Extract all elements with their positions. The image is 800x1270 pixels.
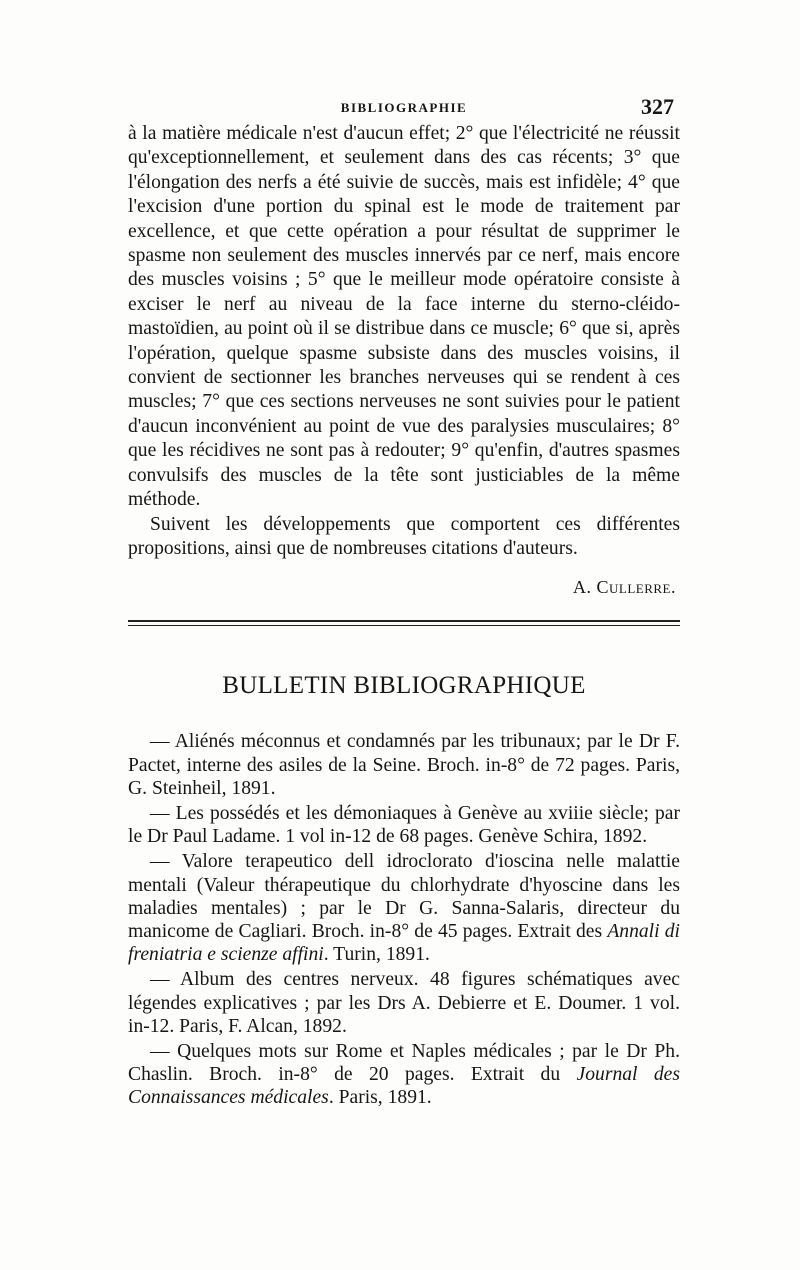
bib-entry: — Les possédés et les démoniaques à Genève au xviiie siècle; par le Dr Paul Ladame. 1 vol in-12 de 68 pages. Genève Schira, 1892. xyxy=(128,802,680,848)
bibliography-list xyxy=(128,730,680,1109)
bib-entry: — Aliénés méconnus et condamnés par les tribunaux; par le Dr F. Pactet, interne des asiles de la Seine. Broch. in-8° de 72 pages. Paris, G. Steinheil, 1891. xyxy=(128,731,680,799)
bib-entry-text: — Valore terapeutico dell idroclorato d'ioscina nelle malattie mentali (Valeur thérapeutique du chlorhydrate d'hyoscine dans les maladies mentales) ; par le Dr G. Sanna-Salaris, directeur du manicome de Cagliari. Broch. in-8° de 45 pages. Extrait des xyxy=(128,851,680,942)
section-divider xyxy=(128,620,680,626)
book-page xyxy=(128,92,680,1112)
review-signature: A. Cullerre. xyxy=(573,577,676,598)
review-paragraph-2: Suivent les développements que comportent ces différentes propositions, ainsi que de nombreuses citations d'auteurs. xyxy=(128,513,680,559)
bib-entry-journal-title: Journal des Connaissances médicales xyxy=(128,1064,680,1109)
bib-entry xyxy=(128,1040,680,1110)
bib-entry-text: . Paris, 1891. xyxy=(328,1087,432,1109)
bib-entry-journal-title: Annali di freniatria e scienze affini xyxy=(128,920,680,966)
bib-entry: — Album des centres nerveux. 48 figures schématiques avec légendes explicatives ; par les Drs A. Debierre et E. Doumer. 1 vol. in-12. Paris, F. Alcan, 1892. xyxy=(128,969,680,1037)
bib-entry xyxy=(128,850,680,966)
section-title: BULLETIN BIBLIOGRAPHIQUE xyxy=(222,672,586,700)
page-number: 327 xyxy=(641,94,674,119)
bib-entry-text: — Quelques mots sur Rome et Naples médicales ; par le Dr Ph. Chaslin. Broch. in-8° de 20 pages. Extrait du xyxy=(128,1040,680,1086)
bib-entry-text: . Turin, 1891. xyxy=(323,944,430,966)
running-head xyxy=(128,92,680,122)
review-paragraph-1: à la matière médicale n'est d'aucun effet; 2° que l'électricité ne réussit qu'exceptionnellement, et seulement dans des cas récents; 3° que l'élongation des nerfs a été suivie de succès, mais est infidèle; 4° que l'excision d'une portion du spinal est le mode de traitement par excellence, et que cette opération a pour résultat de supprimer le spasme non seulement des muscles innervés par ce nerf, mais encore des muscles voisins ; 5° que le meilleur mode opératoire consiste à exciser le nerf au niveau de la face interne du sterno-cléido-mastoïdien, au point où il se distribue dans ce muscle; 6° que si, après l'opération, quelque spasme subsiste dans des muscles voisins, il convient de sectionner les branches nerveuses qui se rendent à ces muscles; 7° que ces sections nerveuses ne sont suivies pour le patient d'aucun inconvénient au point de vue des paralysies musculaires; 8° que les récidives ne sont pas à redouter; 9° qu'enfin, d'autres spasmes convulsifs des muscles de la tête sont justiciables de la même méthode. xyxy=(128,123,680,511)
running-title: BIBLIOGRAPHIE xyxy=(340,100,468,115)
